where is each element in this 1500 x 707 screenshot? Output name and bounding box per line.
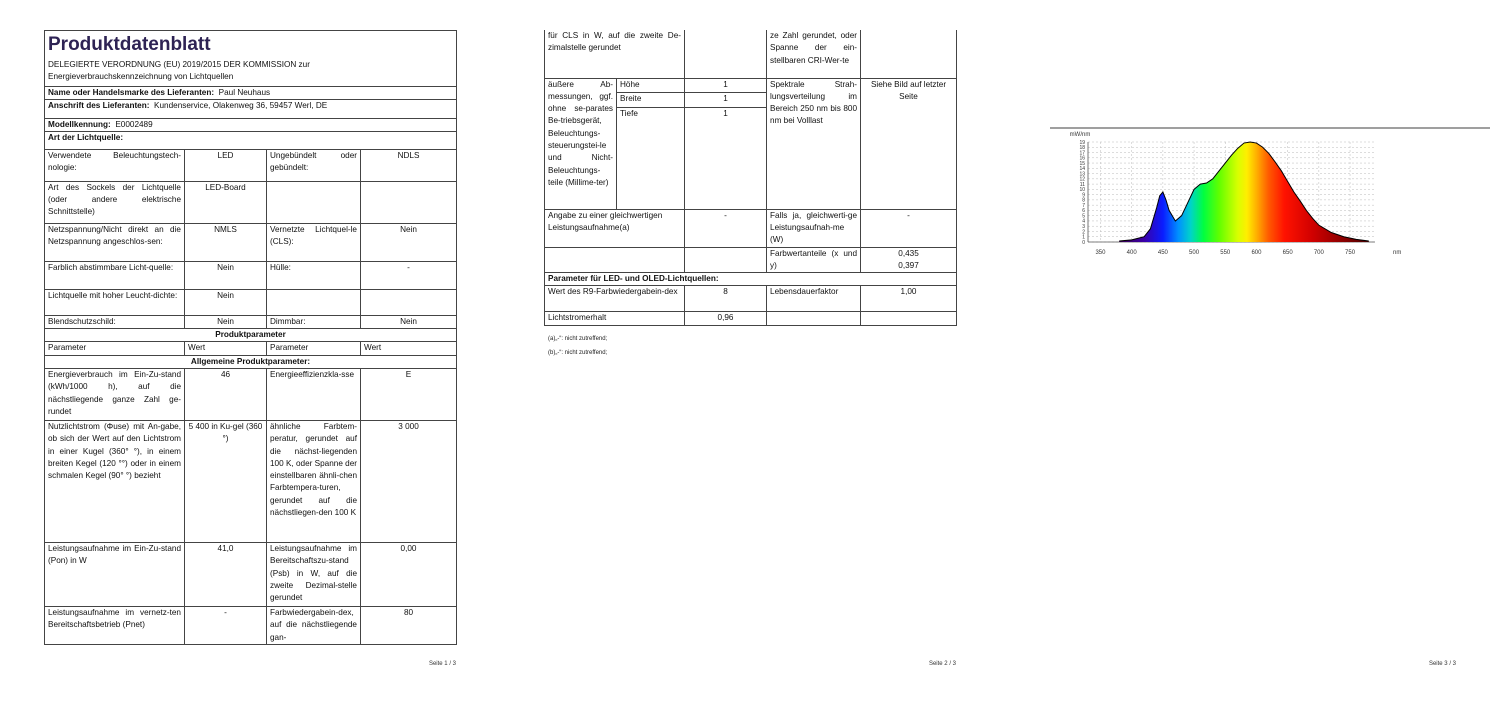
general-row xyxy=(45,606,457,644)
type-row-value-2 xyxy=(361,289,457,315)
general-row-value-2: 3 000 xyxy=(361,420,457,542)
spectral-label: Spektrale Strah-lungsverteilung im Bereich 250 nm bis 800 nm bei Volllast xyxy=(767,78,861,209)
type-row-value-2: - xyxy=(361,261,457,289)
type-row-label: Verwendete Beleuchtungstech-nologie: xyxy=(45,149,185,181)
general-params-header: Allgemeine Produktparameter: xyxy=(45,355,457,368)
model-label: Modellkennung: xyxy=(48,120,111,130)
x-tick-label: 650 xyxy=(1282,250,1293,256)
general-row-label-2: Farbwiedergabein-dex, auf die nächstliegende gan- xyxy=(267,606,361,644)
y-tick-label: 16 xyxy=(1079,155,1085,162)
type-row xyxy=(45,223,457,261)
chroma-x: 0,435 xyxy=(898,248,919,258)
type-row-label-2: Vernetzte Lichtquel-le (CLS): xyxy=(267,223,361,261)
type-row-value: NMLS xyxy=(185,223,267,261)
general-row-value-2: E xyxy=(361,368,457,420)
x-tick-label: 500 xyxy=(1189,250,1200,256)
supplier-address-value: Kundenservice, Olakenweg 36, 59457 Werl, DE xyxy=(154,100,328,110)
product-params-header: Produktparameter xyxy=(45,329,457,342)
page-number: Seite 2 / 3 xyxy=(928,661,956,667)
chroma-empty-2 xyxy=(685,247,767,273)
type-row-label-2: Dimmbar: xyxy=(267,315,361,328)
y-tick-label: 8 xyxy=(1082,197,1085,204)
type-row-value: LED-Board xyxy=(185,181,267,223)
lifetime-value: 1,00 xyxy=(861,286,957,312)
equiv-power-w-label: Falls ja, gleichwerti-ge Leistungsaufnah-me (W) xyxy=(767,209,861,247)
r9-value: 8 xyxy=(685,286,767,312)
x-tick-label: 550 xyxy=(1220,250,1231,256)
dim-name: Höhe xyxy=(617,78,685,93)
type-row-value-2: Nein xyxy=(361,223,457,261)
type-row-value: Nein xyxy=(185,289,267,315)
type-row-label: Blendschutzschild: xyxy=(45,315,185,328)
type-row xyxy=(45,289,457,315)
lightsource-type-header: Art der Lichtquelle: xyxy=(45,132,457,149)
y-tick-label: 7 xyxy=(1082,202,1085,209)
continued-label-2: ze Zahl gerundet, oder Spanne der ein-stellbaren CRI-Wer-te xyxy=(767,30,861,78)
general-row-label: Nutzlichtstrom (Φuse) mit An-gabe, ob sich der Wert auf den Lichtstrom in einer Kugel (360° °), in einem breiten Kegel (120 °°) oder in einem schmalen Kegel (90° °) bezieht xyxy=(45,420,185,542)
y-tick-label: 1 xyxy=(1082,234,1085,241)
type-row-label: Art des Sockels der Lichtquelle (oder andere elektrische Schnittstelle) xyxy=(45,181,185,223)
continued-value xyxy=(685,30,767,78)
general-row-value: 46 xyxy=(185,368,267,420)
type-row-label-2: Ungebündelt oder gebündelt: xyxy=(267,149,361,181)
y-tick-label: 9 xyxy=(1082,192,1085,199)
chroma-label: Farbwertanteile (x und y) xyxy=(767,247,861,273)
page-3 xyxy=(1000,0,1500,707)
led-params-header: Parameter für LED- und OLED-Lichtquellen: xyxy=(545,273,957,286)
general-row-label-2: Energieeffizienzkla-sse xyxy=(267,368,361,420)
x-tick-label: 750 xyxy=(1345,250,1356,256)
equiv-power-w-value: - xyxy=(861,209,957,247)
x-axis-label: nm xyxy=(1393,250,1402,256)
dim-value: 1 xyxy=(685,107,767,209)
y-tick-label: 5 xyxy=(1082,213,1085,220)
type-row-value-2 xyxy=(361,181,457,223)
dim-value: 1 xyxy=(685,78,767,93)
x-tick-label: 700 xyxy=(1313,250,1324,256)
y-tick-label: 10 xyxy=(1079,187,1085,194)
type-row-label: Lichtquelle mit hoher Leucht-dichte: xyxy=(45,289,185,315)
y-tick-label: 3 xyxy=(1082,224,1085,231)
y-tick-label: 17 xyxy=(1079,150,1085,157)
y-tick-label: 2 xyxy=(1082,229,1085,236)
x-tick-label: 400 xyxy=(1126,250,1137,256)
y-tick-label: 0 xyxy=(1082,239,1085,246)
y-tick-label: 6 xyxy=(1082,208,1085,215)
general-row xyxy=(45,368,457,420)
regulation-line-2: Energieverbrauchskennzeichnung von Lichtquellen xyxy=(48,72,234,82)
page-2 xyxy=(500,0,1000,707)
chroma-y: 0,397 xyxy=(898,260,919,270)
general-row-label: Leistungsaufnahme im vernetz-ten Bereitschaftsbetrieb (Pnet) xyxy=(45,606,185,644)
footnote-a: (a)„-“: nicht zutreffend; xyxy=(548,336,608,342)
maintenance-value: 0,96 xyxy=(685,312,767,325)
type-row xyxy=(45,149,457,181)
type-row-label-2: Hülle: xyxy=(267,261,361,289)
supplier-address-label: Anschrift des Lieferanten: xyxy=(48,100,150,110)
general-row xyxy=(45,420,457,542)
y-tick-label: 14 xyxy=(1079,166,1085,173)
y-tick-label: 19 xyxy=(1079,139,1085,146)
type-row-value: Nein xyxy=(185,261,267,289)
page-number: Seite 1 / 3 xyxy=(428,661,456,667)
col-header-param: Parameter xyxy=(45,342,185,355)
datasheet-table-page2 xyxy=(544,30,957,326)
equiv-power-label xyxy=(545,209,685,247)
y-tick-label: 13 xyxy=(1079,171,1085,178)
x-tick-label: 600 xyxy=(1251,250,1262,256)
type-row-value: Nein xyxy=(185,315,267,328)
y-tick-label: 12 xyxy=(1079,176,1085,183)
x-tick-label: 350 xyxy=(1095,250,1106,256)
dim-name: Tiefe xyxy=(617,107,685,209)
general-row-value: - xyxy=(185,606,267,644)
type-row-value-2: NDLS xyxy=(361,149,457,181)
maintenance-label: Lichtstromerhalt xyxy=(545,312,685,325)
general-row-value-2: 80 xyxy=(361,606,457,644)
y-tick-label: 18 xyxy=(1079,145,1085,152)
y-axis-label: mW/nm xyxy=(1069,132,1091,138)
y-tick-label: 4 xyxy=(1082,218,1085,225)
lifetime-label: Lebensdauerfaktor xyxy=(767,286,861,312)
type-row-label: Netzspannung/Nicht direkt an die Netzspannung angeschlos-sen: xyxy=(45,223,185,261)
general-row-label-2: ähnliche Farbtem-peratur, gerundet auf die nächst-liegenden 100 K, oder Spanne der einstellbaren ähnli-chen Farbtempera-turen, gerundet auf die nächstliegen-den 100 K xyxy=(267,420,361,542)
col-header-value: Wert xyxy=(185,342,267,355)
spectral-distribution-chart xyxy=(1040,120,1500,260)
general-row-value: 41,0 xyxy=(185,542,267,606)
general-row xyxy=(45,542,457,606)
document-title: Produktdatenblatt xyxy=(48,34,211,55)
equiv-power-text: Angabe zu einer gleichwertigen Leistungsaufnahme(a) xyxy=(548,210,663,232)
dim-value: 1 xyxy=(685,93,767,108)
col-header-param-2: Parameter xyxy=(267,342,361,355)
page-number: Seite 3 / 3 xyxy=(1428,661,1456,667)
maintenance-empty xyxy=(767,312,861,325)
y-tick-label: 11 xyxy=(1079,181,1085,188)
supplier-name-value: Paul Neuhaus xyxy=(218,87,271,97)
model-value: E0002489 xyxy=(115,120,153,130)
general-row-label-2: Leistungsaufnahme im Bereitschaftszu-stand (Psb) in W, auf die zweite Dezimal-stelle gerundet xyxy=(267,542,361,606)
continued-value-2 xyxy=(861,30,957,78)
general-row-label: Energieverbrauch im Ein-Zu-stand (kWh/1000 h), auf die nächstliegende ganze Zahl ge-rundet xyxy=(45,368,185,420)
chroma-empty xyxy=(545,247,685,273)
chroma-values xyxy=(861,247,957,273)
type-row xyxy=(45,315,457,328)
datasheet-table-page1 xyxy=(44,30,457,645)
type-row-value: LED xyxy=(185,149,267,181)
type-row-label-2 xyxy=(267,181,361,223)
type-row-value-2: Nein xyxy=(361,315,457,328)
general-row-value: 5 400 in Ku-gel (360 °) xyxy=(185,420,267,542)
y-tick-label: 15 xyxy=(1079,160,1085,167)
type-row-label: Farblich abstimmbare Licht-quelle: xyxy=(45,261,185,289)
type-row xyxy=(45,181,457,223)
type-row xyxy=(45,261,457,289)
equiv-power-value: - xyxy=(685,209,767,247)
r9-label: Wert des R9-Farbwiedergabein-dex xyxy=(545,286,685,312)
dim-name: Breite xyxy=(617,93,685,108)
page-1 xyxy=(0,0,500,707)
x-tick-label: 450 xyxy=(1157,250,1168,256)
supplier-name-label: Name oder Handelsmarke des Lieferanten: xyxy=(48,87,215,97)
dimensions-label: äußere Ab-messungen, ggf. ohne se-parates Be-triebsgerät, Beleuchtungs-steuerungstei-le und Nicht-Beleuchtungs-teile (Millime-ter) xyxy=(545,78,617,209)
col-header-value-2: Wert xyxy=(361,342,457,355)
continued-label: für CLS in W, auf die zweite De-zimalstelle gerundet xyxy=(545,30,685,78)
spectral-value: Siehe Bild auf letzter Seite xyxy=(861,78,957,209)
spectrum-area xyxy=(1119,142,1369,242)
general-row-label: Leistungsaufnahme im Ein-Zu-stand (Pon) in W xyxy=(45,542,185,606)
general-row-value-2: 0,00 xyxy=(361,542,457,606)
maintenance-empty-2 xyxy=(861,312,957,325)
footnote-b: (b)„-“: nicht zutreffend; xyxy=(548,350,608,356)
regulation-line-1: DELEGIERTE VERORDNUNG (EU) 2019/2015 DER KOMMISSION zur xyxy=(48,60,310,69)
type-row-label-2 xyxy=(267,289,361,315)
